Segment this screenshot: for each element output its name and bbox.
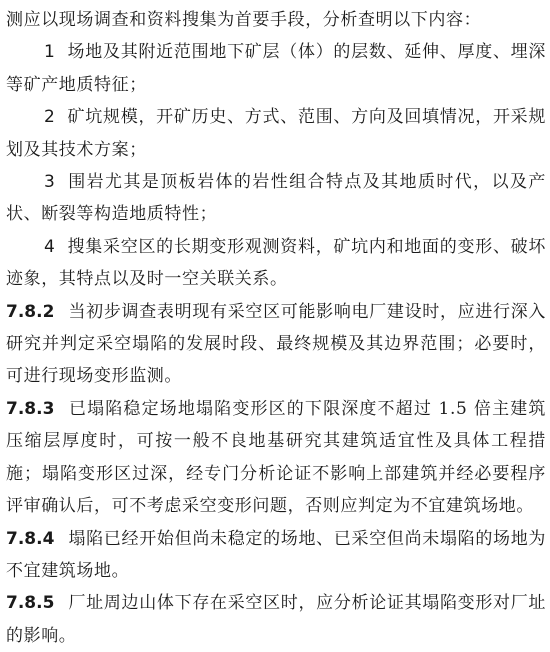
- clause-number: 7.8.5: [6, 593, 55, 614]
- clause-7-8-4: [6, 523, 546, 588]
- item-number: 3: [44, 172, 56, 193]
- clause-7-8-2: [6, 296, 546, 393]
- item-number: 4: [44, 236, 56, 257]
- clause-text: 塌陷已经开始但尚未稳定的场地、已采空但尚未塌陷的场地为不宜建筑场地。: [6, 528, 546, 581]
- intro-paragraph: 测应以现场调查和资料搜集为首要手段，分析查明以下内容：: [6, 10, 482, 30]
- item-text: 矿坑规模，开矿历史、方式、范围、方向及回填情况，开采规划及其技术方案；: [6, 107, 546, 160]
- clause-number: 7.8.2: [6, 301, 55, 322]
- item-text: 搜集采空区的长期变形观测资料，矿坑内和地面的变形、破坏迹象，其特点以及时一空关联关系。: [6, 236, 546, 290]
- clause-number: 7.8.4: [6, 528, 55, 549]
- list-item: [6, 101, 546, 166]
- clause-7-8-3: [6, 393, 546, 523]
- list-item: [6, 166, 546, 231]
- item-number: 2: [44, 107, 56, 128]
- clause-7-8-5: [6, 587, 546, 652]
- list-item: [6, 36, 546, 101]
- clause-number: 7.8.3: [6, 398, 55, 419]
- item-number: 1: [44, 42, 56, 63]
- item-text: 围岩尤其是顶板岩体的岩性组合特点及其地质时代，以及产状、断裂等构造地质特性；: [6, 172, 546, 225]
- clause-text: 当初步调查表明现有采空区可能影响电厂建设时，应进行深入研究并判定采空塌陷的发展时段、最终规模及其边界范围；必要时，可进行现场变形监测。: [6, 301, 546, 387]
- list-item: [6, 231, 546, 296]
- clause-text: 厂址周边山体下存在采空区时，应分析论证其塌陷变形对厂址的影响。: [6, 593, 546, 646]
- clause-text: 已塌陷稳定场地塌陷变形区的下限深度不超过 1.5 倍主建筑压缩层厚度时，可按一般不良地基研究其建筑适宜性及具体工程措施；塌陷变形区过深，经专门分析论证不影响上部建筑并经必要程序评审确认后，可不考虑采空变形问题，否则应判定为不宜建筑场地。: [6, 398, 546, 517]
- item-text: 场地及其附近范围地下矿层（体）的层数、延伸、厚度、埋深等矿产地质特征；: [6, 42, 546, 95]
